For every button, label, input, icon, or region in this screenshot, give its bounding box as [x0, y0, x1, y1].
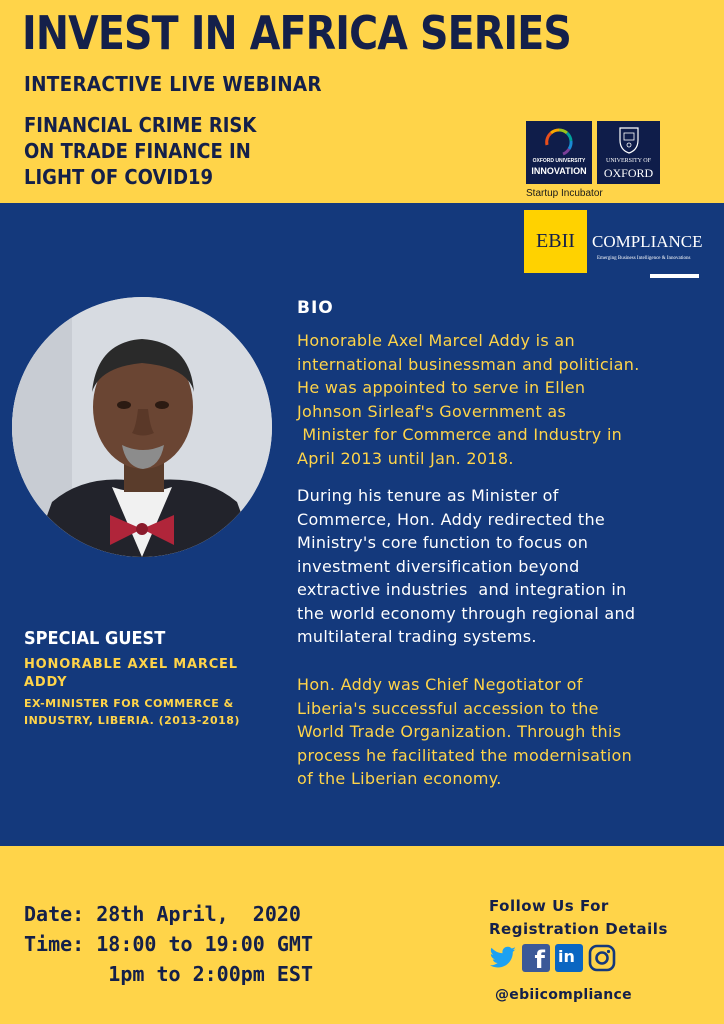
oxford-university-logo [597, 121, 660, 184]
guest-role: EX-MINISTER FOR COMMERCE & INDUSTRY, LIBERIA. (2013-2018) [24, 697, 240, 727]
facebook-icon[interactable] [522, 944, 550, 972]
event-time-est: 1pm to 2:00pm EST [24, 962, 313, 986]
facebook-glyph: f [534, 946, 545, 974]
topic-line: FINANCIAL CRIME RISK [24, 113, 257, 137]
social-icons [489, 944, 616, 972]
event-time: Time: 18:00 to 19:00 GMT [24, 932, 313, 956]
topic-line: ON TRADE FINANCE IN [24, 139, 251, 163]
oxford-crest-icon [618, 126, 640, 154]
page-title: INVEST IN AFRICA SERIES [22, 6, 572, 60]
ebii-logo [524, 210, 587, 273]
ox-big-text: OXFORD [603, 166, 654, 180]
incubator-label: Startup Incubator [526, 188, 603, 199]
special-guest-label: SPECIAL GUEST [24, 628, 166, 649]
linkedin-glyph: in [558, 947, 575, 966]
ox-small-text: UNIVERSITY OF [606, 158, 651, 164]
ebii-name: COMPLIANCE [592, 232, 703, 251]
oui-big-text: INNOVATION [531, 166, 587, 176]
bio-paragraph: Honorable Axel Marcel Addy is an international businessman and politician. He was appointed to serve in Ellen Johnson Sirleaf's Government as Minister for Commerce and Industry in April 2013 until Jan. 2018. [297, 331, 640, 468]
ebii-mark: EBII [536, 230, 575, 252]
logo-underline [650, 274, 699, 278]
bio-paragraph: During his tenure as Minister of Commerce, Hon. Addy redirected the Ministry's core function to focus on investment diversification beyond extractive industries and integration in the world economy through regional and multilateral trading systems. [297, 486, 636, 646]
topic-line: LIGHT OF COVID19 [24, 165, 214, 189]
bio-paragraph: Hon. Addy was Chief Negotiator of Liberia's successful accession to the World Trade Organization. Through this process he facilitated the modernisation of the Liberian economy. [297, 675, 633, 788]
event-date: Date: 28th April, 2020 [24, 902, 301, 926]
instagram-icon[interactable] [588, 944, 616, 972]
innovation-ring-icon [543, 127, 575, 157]
guest-photo [12, 297, 272, 557]
social-handle[interactable]: @ebiicompliance [495, 987, 632, 1003]
webinar-subtitle: INTERACTIVE LIVE WEBINAR [24, 72, 322, 96]
bio-heading: BIO [297, 298, 334, 318]
guest-portrait-illustration [12, 297, 272, 557]
webinar-topic [24, 112, 256, 190]
guest-name: HONORABLE AXEL MARCEL ADDY [24, 657, 238, 690]
oui-small-text: OXFORD UNIVERSITY [532, 158, 586, 164]
oxford-innovation-logo [526, 121, 592, 184]
ebii-tagline: Emerging Business Intelligence & Innovations [597, 256, 691, 261]
twitter-icon[interactable] [489, 944, 517, 972]
linkedin-icon[interactable] [555, 944, 583, 972]
follow-us-text: Follow Us For Registration Details [489, 897, 668, 938]
